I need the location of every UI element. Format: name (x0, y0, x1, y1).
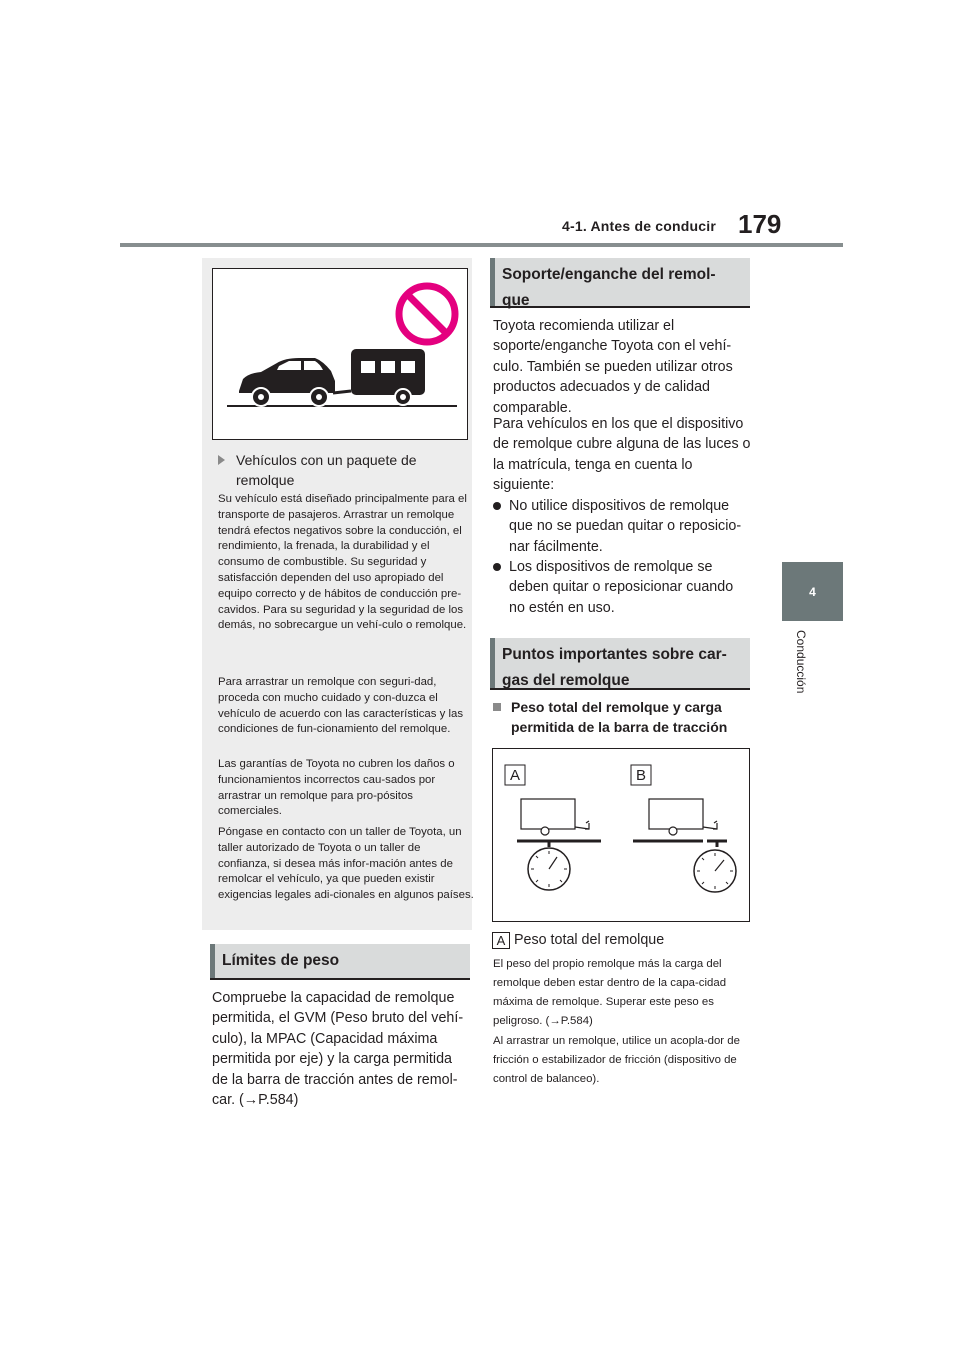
info-paragraph: Póngase en contacto con un taller de Toyota, un taller autorizado de Toyota o un taller de confianza, si desea más infor-mación antes de remolcar el vehículo, ya que pueden existir exigencias legales adi-cionales en algunos países. (218, 826, 474, 902)
prohibited-towing-illustration (212, 268, 468, 440)
arrastrar-paragraph: Al arrastrar un remolque, utilice un acopla-dor de fricción o estabilizador de fricción (dispositivo de control de balanceo). (493, 1035, 740, 1085)
list-item: Los dispositivos de remolque se deben quitar o reposicionar cuando no estén en uso. (493, 557, 749, 618)
soporte-paragraph: Toyota recomienda utilizar el soporte/enganche Toyota con el vehí-culo. También se pueden utilizar otros productos adecuados y de calidad comparable. (493, 318, 733, 416)
heading-accent-bar (490, 258, 495, 306)
info-paragraph: Las garantías de Toyota no cubren los daños o funcionamientos incorrectos cau-sados por arrastrar un remolque para pro-pósitos comerciales. (218, 758, 455, 818)
towing-prohibited-icon (213, 269, 467, 439)
trailer-weight-diagram (492, 748, 750, 922)
soporte-paragraph: Para vehículos en los que el dispositivo de remolque cubre alguna de las luces o la matrícula, tenga en cuenta lo siguiente: (493, 416, 751, 494)
chapter-number: 4 (809, 584, 816, 599)
chapter-tab (782, 562, 843, 621)
diagram-label-a: A (509, 767, 521, 784)
bullet-heading: Vehículos con un paquete de remolque (218, 450, 468, 490)
heading-accent-bar (210, 944, 215, 978)
dot-bullet-icon (493, 502, 501, 510)
limites-paragraph: Compruebe la capacidad de remolque permitida, el GVM (Peso bruto del vehí-culo), la MPAC (Capacidad máxima permitida por eje) y la carga permitida de la barra de tracción antes de remol-car. (→P.584) (212, 990, 464, 1109)
info-paragraph: Para arrastrar un remolque con seguri-dad, proceda con mucho cuidado y con-duzca el vehículo de acuerdo con las características y las condiciones de fun-cionamiento del remolque. (218, 676, 464, 736)
section-title: 4-1. Antes de conducir (562, 218, 717, 234)
trailer-scale-diagram (493, 749, 749, 921)
page-number: 179 (738, 209, 782, 239)
peso-paragraph: El peso del propio remolque más la carga del remolque deben estar dentro de la capa-cidad máxima de remolque. Superar este peso es peligroso. (→P.584) (493, 958, 727, 1027)
list-item: No utilice dispositivos de remolque que no se puedan quitar o reposicio-nar fácilmente. (493, 496, 749, 557)
heading-accent-bar (490, 638, 495, 688)
label-box-a: A (492, 932, 510, 949)
diagram-caption-a: A Peso total del remolque (492, 930, 750, 950)
section-heading-soporte: Soporte/enganche del remol-que (490, 258, 750, 308)
dot-bullet-icon (493, 563, 501, 571)
chapter-label: Conducción (794, 630, 808, 694)
section-heading-puntos: Puntos importantes sobre car-gas del remolque (490, 638, 750, 690)
square-bullet-icon (493, 703, 501, 711)
subheading: Peso total del remolque y carga permitida de la barra de tracción (493, 697, 749, 737)
info-paragraph: Su vehículo está diseñado principalmente para el transporte de pasajeros. Arrastrar un remolque tendrá efectos negativos sobre la conducción, el rendimiento, la frenada, la durabilidad y el consumo de combustible. Su seguridad y satisfacción dependen del uso apropiado del equipo correcto y de hábitos de conducción pre-cavidos. Para su seguridad y la seguridad de los demás, no sobrecargue un vehí-culo o remolque. (218, 493, 467, 632)
triangle-bullet-icon (218, 455, 225, 465)
diagram-label-b: B (635, 767, 647, 784)
section-heading-limites: Límites de peso (210, 944, 470, 980)
header-rule (120, 243, 843, 247)
